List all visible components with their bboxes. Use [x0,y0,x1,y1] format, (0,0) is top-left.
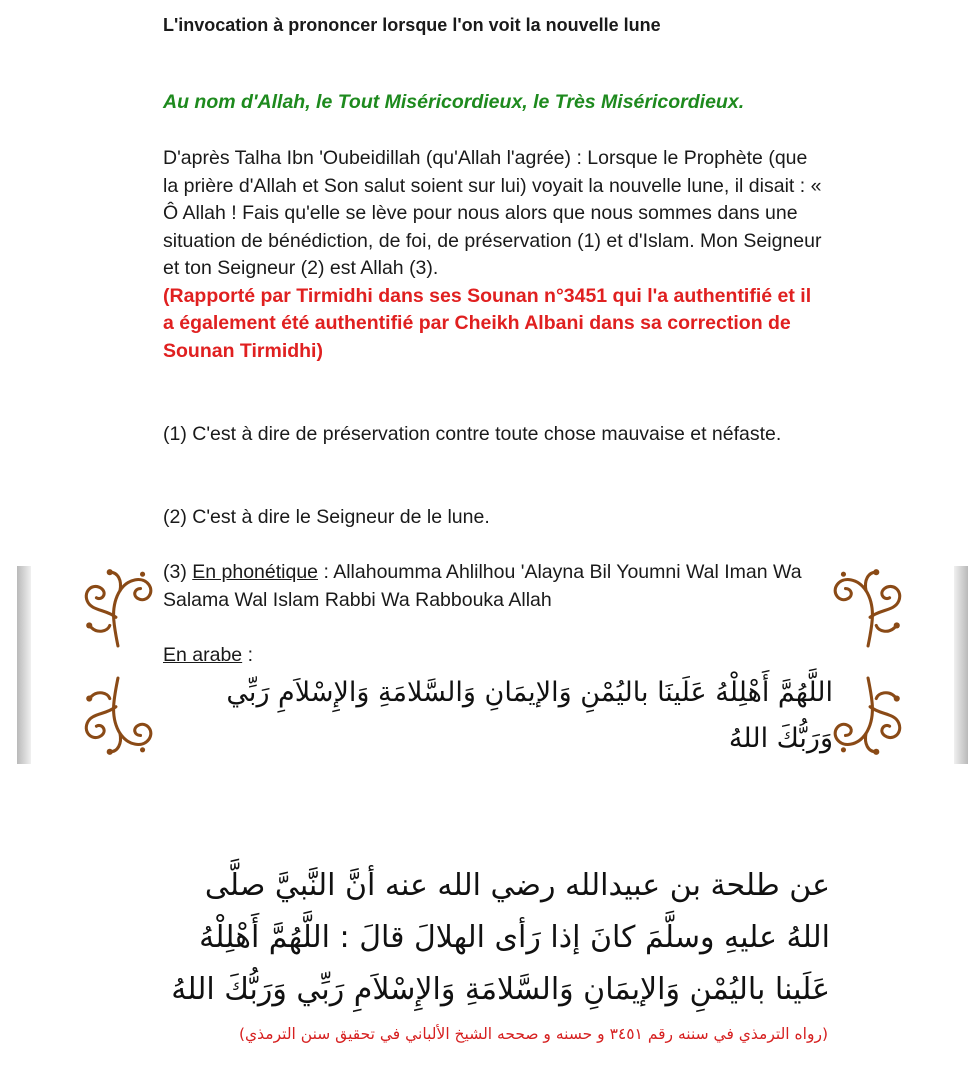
narration-text: D'après Talha Ibn 'Oubeidillah (qu'Allah l'agrée) : Lorsque le Prophète (que la prière d'Allah et Son salut soient sur lui) voyait la nouvelle lune, il disait : « Ô Allah ! Fais qu'elle se lève pour nous alors que nous sommes dans une situation de bénédiction, de foi, de préservation (1) et d'Islam. Mon Seigneur et ton Seigneur (2) est Allah (3). [163,147,822,279]
arabic-label-suffix: : [242,644,253,666]
hadith-narration [163,145,823,365]
ornament-flourish-icon [79,566,161,648]
ornament-flourish-icon [79,676,161,758]
basmala: Au nom d'Allah, le Tout Miséricordieux, le Très Miséricordieux. [163,91,745,113]
footnote-3 [163,559,823,614]
phonetic-label: En phonétique [192,561,319,583]
arabic-invocation: اللَّهُمَّ أَهْلِلْهُ عَلَينَا باليُمْنِ وَالإيمَانِ وَالسَّلامَةِ وَالإِسْلاَمِ رَبِّي وَرَبُّكَ اللهُ [226,677,833,754]
phonetic-text: : Allahoumma Ahlilhou 'Alayna Bil Youmni Wal Iman Wa Salama Wal Islam Rabbi Wa Rabbouka Allah [163,561,802,611]
page-title: L'invocation à prononcer lorsque l'on voit la nouvelle lune [163,15,661,35]
source-reference: (Rapporté par Tirmidhi dans ses Sounan n°3451 qui l'a authentifié et il a également été authentifié par Cheikh Albani dans sa correction de Sounan Tirmidhi) [163,284,812,362]
arabic-label: En arabe [163,644,243,666]
ornament-flourish-icon [825,566,907,648]
footnote-3-prefix: (3) [163,561,193,583]
frame-edge-left [17,566,31,764]
arabic-reference: (رواه الترمذي في سننه رقم ٣٤٥١ و حسنه و صححه الشيخ الألباني في تحقيق سنن الترمذي) [238,1025,828,1043]
arabic-section-label [163,642,823,670]
frame-edge-right [954,566,968,764]
ornament-flourish-icon [825,676,907,758]
footnote-1: (1) C'est à dire de préservation contre toute chose mauvaise et néfaste. [163,423,782,445]
footnote-2: (2) C'est à dire le Seigneur de le lune. [163,506,490,528]
arabic-hadith: عن طلحة بن عبيدالله رضي الله عنه أنَّ النَّبيَّ صلَّى اللهُ عليهِ وسلَّمَ كانَ إذا رَأى الهلالَ قالَ : اللَّهُمَّ أَهْلِلْهُ عَلَينا باليُمْنِ وَالإيمَانِ وَالسَّلامَةِ وَالإِسْلاَمِ رَبِّي وَرَبُّكَ اللهُ [171,868,830,1007]
